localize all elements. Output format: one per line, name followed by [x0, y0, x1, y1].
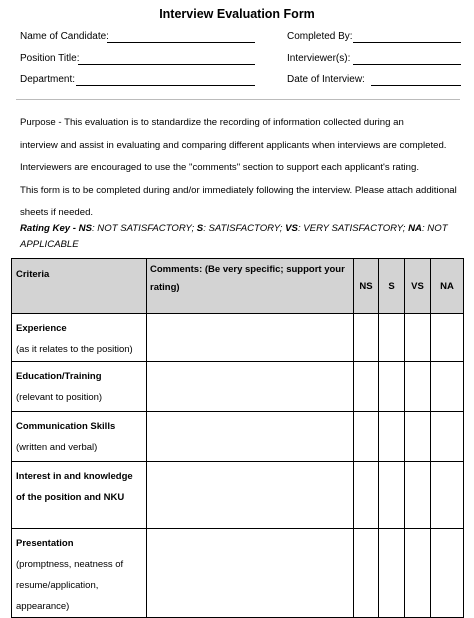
criteria-title: Interest in and knowledge of the position and NKU [16, 471, 133, 503]
date-of-interview-input-line[interactable] [371, 85, 461, 86]
rating-cell-na[interactable] [431, 529, 464, 618]
date-of-interview-field [287, 74, 365, 85]
table-header-row [12, 259, 464, 314]
rating-cell-s[interactable] [379, 362, 405, 412]
rating-cell-ns[interactable] [354, 462, 379, 529]
evaluation-table [11, 258, 464, 618]
purpose-line-3: Interviewers are encouraged to use the "comments" section to support each applicant's rating. [20, 162, 420, 173]
header-s: S [379, 259, 405, 314]
purpose-line-1: Purpose - This evaluation is to standardize the recording of information collected during an [20, 117, 404, 128]
department-input-line[interactable] [76, 85, 255, 86]
criteria-title: Presentation [16, 538, 74, 549]
rating-cell-na[interactable] [431, 362, 464, 412]
department-field [20, 74, 75, 85]
rating-cell-ns[interactable] [354, 362, 379, 412]
rating-cell-vs[interactable] [405, 314, 431, 362]
position-title-field [20, 53, 79, 64]
rating-cell-na[interactable] [431, 412, 464, 462]
completed-by-input-line[interactable] [353, 42, 461, 43]
criteria-cell-presentation [12, 529, 147, 618]
form-title: Interview Evaluation Form [159, 7, 315, 21]
comments-cell[interactable] [147, 412, 354, 462]
criteria-subtitle: (promptness, neatness of resume/application, appearance) [16, 559, 124, 612]
criteria-subtitle: (written and verbal) [16, 442, 98, 453]
header-criteria: Criteria [12, 259, 147, 314]
header-vs: VS [405, 259, 431, 314]
header-na: NA [431, 259, 464, 314]
position-title-input-line[interactable] [78, 64, 255, 65]
criteria-cell-interest [12, 462, 147, 529]
rating-key-vs-code: VS [285, 223, 298, 234]
table-row [12, 314, 464, 362]
comments-cell[interactable] [147, 462, 354, 529]
rating-key-ns-text: : NOT SATISFACTORY; [91, 223, 197, 234]
rating-cell-vs[interactable] [405, 462, 431, 529]
comments-cell[interactable] [147, 362, 354, 412]
date-of-interview-label: Date of Interview: [287, 74, 365, 85]
table-row [12, 412, 464, 462]
rating-cell-na[interactable] [431, 314, 464, 362]
interviewers-field [287, 53, 350, 64]
rating-cell-ns[interactable] [354, 412, 379, 462]
purpose-line-4: This form is to be completed during and/or immediately following the interview. Please attach additional [20, 184, 457, 196]
rating-cell-vs[interactable] [405, 362, 431, 412]
purpose-line-2: interview and assist in evaluating and comparing different applicants when interviews are completed. [20, 139, 447, 151]
header-separator [16, 99, 460, 100]
rating-key-label: Rating Key - [20, 223, 79, 234]
interviewers-input-line[interactable] [353, 64, 461, 65]
rating-key-vs-text: : VERY SATISFACTORY; [297, 223, 409, 234]
rating-key-s-code: S [196, 223, 204, 234]
rating-cell-s[interactable] [379, 314, 405, 362]
criteria-title: Experience [16, 323, 67, 334]
name-of-candidate-label: Name of Candidate: [20, 31, 109, 42]
criteria-subtitle: (relevant to position) [16, 392, 103, 403]
rating-key [20, 221, 470, 253]
criteria-cell-education [12, 362, 147, 412]
table-row [12, 362, 464, 412]
rating-key-ns-code: NS [78, 223, 92, 234]
purpose-paragraph [20, 112, 470, 225]
comments-cell[interactable] [147, 314, 354, 362]
completed-by-field [287, 31, 353, 42]
criteria-cell-experience [12, 314, 147, 362]
position-title-label: Position Title: [20, 53, 80, 64]
rating-cell-vs[interactable] [405, 529, 431, 618]
table-row [12, 529, 464, 618]
table-row [12, 462, 464, 529]
rating-cell-ns[interactable] [354, 314, 379, 362]
rating-cell-ns[interactable] [354, 529, 379, 618]
interviewers-label: Interviewer(s): [287, 53, 351, 64]
comments-cell[interactable] [147, 529, 354, 618]
department-label: Department: [20, 74, 76, 85]
name-of-candidate-input-line[interactable] [107, 42, 255, 43]
rating-cell-s[interactable] [379, 529, 405, 618]
purpose-line-5: sheets if needed. [20, 207, 94, 218]
completed-by-label: Completed By: [287, 31, 353, 42]
rating-key-s-text: : SATISFACTORY; [203, 223, 286, 234]
rating-cell-na[interactable] [431, 462, 464, 529]
header-ns: NS [354, 259, 379, 314]
name-of-candidate-field [20, 31, 109, 42]
rating-cell-s[interactable] [379, 462, 405, 529]
criteria-title: Education/Training [16, 371, 102, 382]
header-comments: Comments: (Be very specific; support your rating) [147, 259, 354, 314]
rating-cell-vs[interactable] [405, 412, 431, 462]
criteria-title: Communication Skills [16, 421, 116, 432]
criteria-subtitle: (as it relates to the position) [16, 344, 133, 355]
rating-cell-s[interactable] [379, 412, 405, 462]
rating-key-na-code: NA [408, 223, 422, 234]
criteria-cell-communication [12, 412, 147, 462]
rating-key-na-text: : NOT APPLICABLE [20, 223, 448, 250]
